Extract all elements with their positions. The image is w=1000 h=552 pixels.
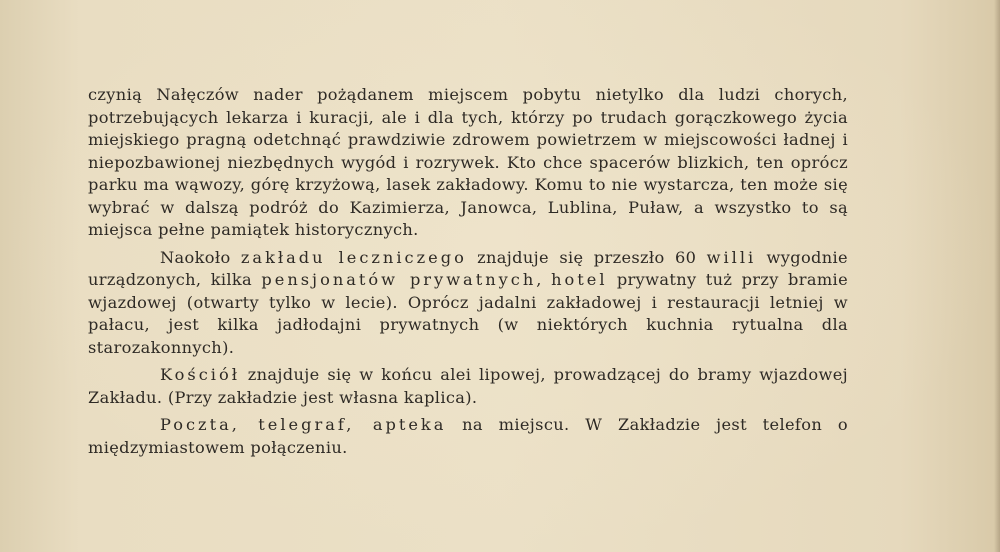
page-edge-shadow — [994, 0, 1000, 552]
spaced-term-church: Kościół — [160, 365, 240, 384]
spaced-term-hotel: hotel — [551, 270, 608, 289]
text-run: znajduje się przeszło 60 — [466, 247, 707, 267]
text-run: na miejscu. W Zakładzie jest telefon o międzymiastowem połączeniu. — [88, 415, 848, 457]
spaced-term-villas: willi — [706, 247, 757, 267]
spaced-term-boarding-houses: pensjonatów prywatnych — [261, 270, 537, 289]
text-run: wygodnie urządzonych, kilka — [88, 247, 848, 289]
text-run: Naokoło — [160, 247, 241, 267]
paragraph-church — [88, 364, 848, 409]
paragraph-text: czynią Nałęczów nader pożądanem miejscem pobytu nietylko dla ludzi chorych, potrzebujących lekarza i kuracji, ale i dla tych, którzy po trudach gorączkowego życia miejskiego pragną odetchnąć prawdziwie zdrowem powietrzem w miejscowości ładnej i niepozbawionej niezbędnych wygód i rozrywek. Kto chce spacerów blizkich, ten oprócz parku ma wąwozy, górę krzyżową, lasek zakładowy. Komu to nie wystarcza, ten może się wybrać w dalszą podróż do Kazimierza, Janowca, Lublina, Puław, a wszystko to są miejsca pełne pamiątek historycznych. — [88, 85, 848, 239]
paragraph-accommodation — [88, 247, 848, 360]
text-run: , — [536, 270, 552, 289]
spaced-term-sanatorium: zakładu leczniczego — [240, 247, 467, 267]
text-run: znajduje się w końcu alei lipowej, prowadzącej do bramy wjazdowej Zakładu. (Przy zakładzie jest własna kaplica). — [88, 365, 848, 407]
paragraph-post — [88, 414, 848, 459]
body-text — [88, 84, 848, 459]
paragraph-surroundings — [88, 84, 848, 242]
spaced-term-post-telegraph-pharmacy: Poczta, telegraf, apteka — [160, 415, 447, 434]
text-run: prywatny tuż przy bramie wjazdowej (otwarty tylko w lecie). Oprócz jadalni zakładowej i restauracji letniej w pałacu, jest kilka jadłodajni prywatnych (w niektórych kuchnia rytualna dla starozakonnych). — [88, 270, 849, 357]
